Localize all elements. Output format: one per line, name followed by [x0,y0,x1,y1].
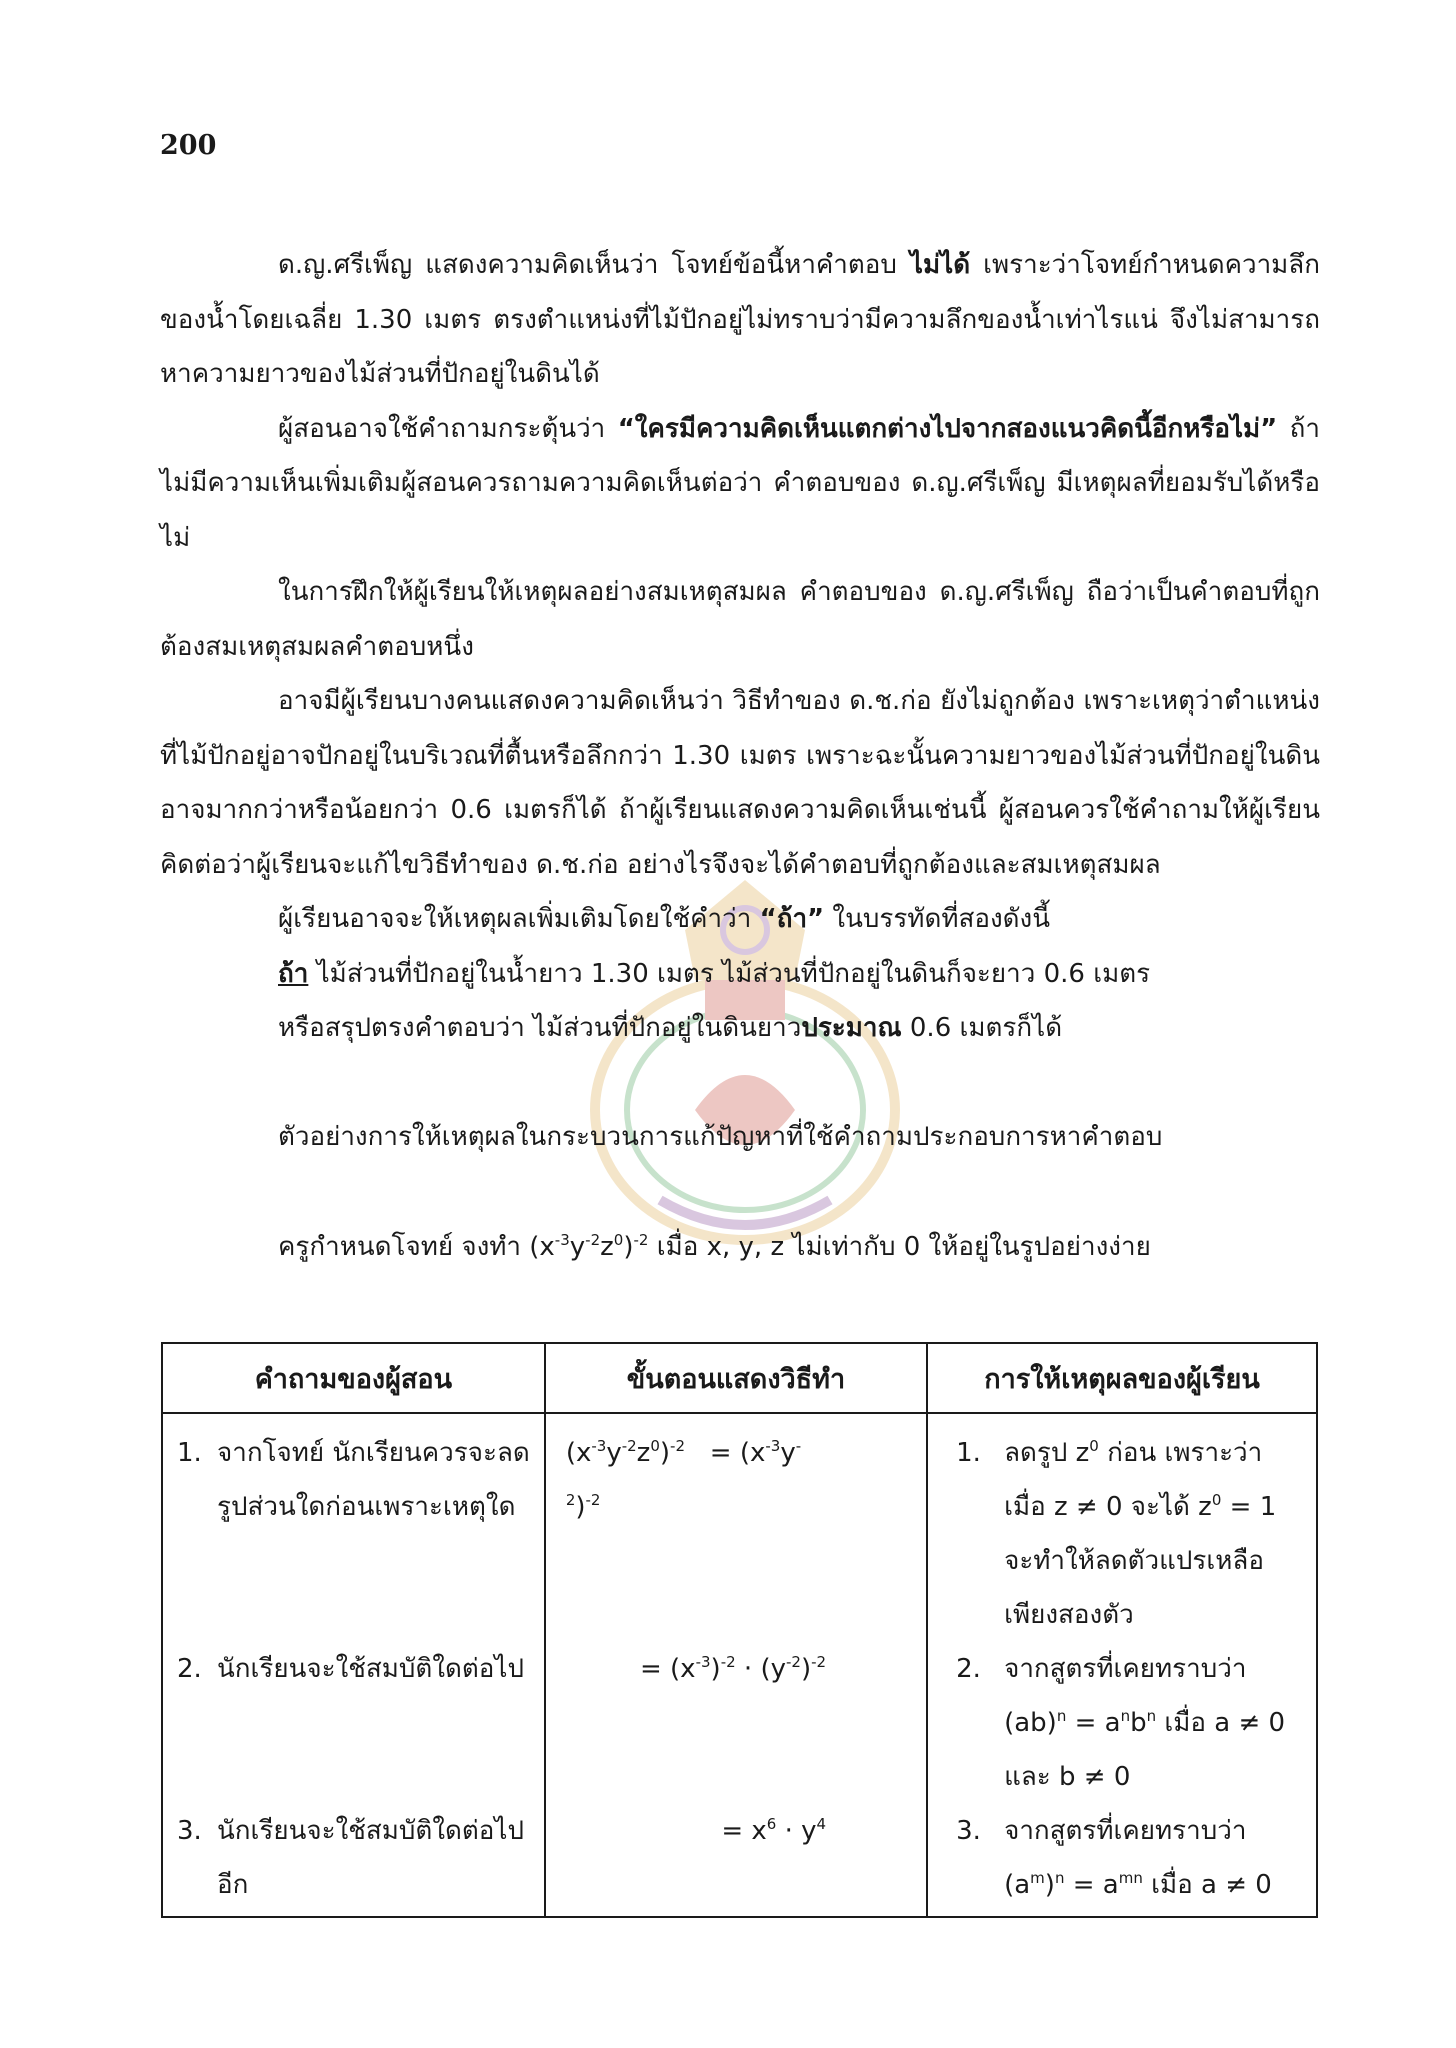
reason-cell: 3. จากสูตรที่เคยทราบว่า $(a^m)^n = a^{mn}$ เมื่อ a ≠ 0 [927,1804,1317,1917]
paragraph-5: ผู้เรียนอาจจะให้เหตุผลเพิ่มเติมโดยใช้คำว่า “ถ้า” ในบรรทัดที่สองดังนี้ [278,904,1051,934]
header-teacher-question: คำถามของผู้สอน [162,1343,545,1413]
question-cell: 1. จากโจทย์ นักเรียนควรจะลดรูปส่วนใดก่อนเพราะเหตุใด [162,1413,545,1642]
step-2: = $(x^{-3})^{-2} \cdot (y^{-2})^{-2}$ [639,1653,827,1684]
body-text [160,238,1320,1275]
table-row [162,1804,1317,1917]
problem-statement: ครูกำหนดโจทย์ จงทำ $(x^{-3}y^{-2}z^0)^{-2}$ เมื่อ x, y, z ไม่เท่ากับ 0 ให้อยู่ในรูปอย่างง่าย [278,1231,1151,1262]
paragraph-7: หรือสรุปตรงคำตอบว่า ไม้ส่วนที่ปักอยู่ในดินยาวประมาณ 0.6 เมตรก็ได้ [278,1013,1063,1043]
reason-2-formula: $(ab)^n = a^nb^n$ เมื่อ a ≠ 0 [1004,1707,1286,1738]
step-cell [545,1642,927,1804]
step-3: = $x^6 \cdot y^4$ [721,1815,827,1846]
paragraph-3: ในการฝึกให้ผู้เรียนให้เหตุผลอย่างสมเหตุสมผล คำตอบของ ด.ญ.ศรีเพ็ญ ถือว่าเป็นคำตอบที่ถูกต้องสมเหตุสมผลคำตอบหนึ่ง [160,577,1320,662]
paragraph-2: ผู้สอนอาจใช้คำถามกระตุ้นว่า “ใครมีความคิดเห็นแตกต่างไปจากสองแนวคิดนี้อีกหรือไม่” ถ้าไม่มีความเห็นเพิ่มเติมผู้สอนควรถามความคิดเห็นต่อว่า คำตอบของ ด.ญ.ศรีเพ็ญ มีเหตุผลที่ยอมรับได้หรือไม่ [160,413,1320,553]
question-cell: 3. นักเรียนจะใช้สมบัติใดต่อไปอีก [162,1804,545,1917]
step-1: $(x^{-3}y^{-2}z^0)^{-2} = (x^{-3}y^{-2})^{-2}$ [565,1437,802,1522]
reason-1: ลดรูป $z^0$ ก่อน เพราะว่า เมื่อ z ≠ 0 จะได้ $z^0 = 1$ จะทำให้ลดตัวแปรเหลือเพียงสองตัว [1004,1437,1277,1630]
step-cell [545,1413,927,1642]
table-row [162,1413,1317,1642]
reason-3-formula: $(a^m)^n = a^{mn}$ เมื่อ a ≠ 0 [1004,1869,1272,1900]
table-header-row [162,1343,1317,1413]
question-cell: 2. นักเรียนจะใช้สมบัติใดต่อไป [162,1642,545,1804]
paragraph-1: ด.ญ.ศรีเพ็ญ แสดงความคิดเห็นว่า โจทย์ข้อนี้หาคำตอบ ไม่ได้ เพราะว่าโจทย์กำหนดความลึกของน้ำโดยเฉลี่ย 1.30 เมตร ตรงตำแหน่งที่ไม้ปักอยู่ไม่ทราบว่ามีความลึกของน้ำเท่าไรแน่ จึงไม่สามารถหาความยาวของไม้ส่วนที่ปักอยู่ในดินได้ [160,250,1320,389]
problem-expression: $(x^{-3}y^{-2}z^0)^{-2}$ [529,1231,649,1262]
header-solution-steps: ขั้นตอนแสดงวิธีทำ [545,1343,927,1413]
page-number: 200 [160,130,217,161]
paragraph-6: ถ้า ไม้ส่วนที่ปักอยู่ในน้ำยาว 1.30 เมตร ไม้ส่วนที่ปักอยู่ในดินก็จะยาว 0.6 เมตร [278,958,1151,989]
header-student-reasoning: การให้เหตุผลของผู้เรียน [927,1343,1317,1413]
step-cell [545,1804,927,1917]
reason-cell: 1. ลดรูป $z^0$ ก่อน เพราะว่า เมื่อ z ≠ 0 จะได้ $z^0 = 1$ จะทำให้ลดตัวแปรเหลือเพียงสองตัว [927,1413,1317,1642]
paragraph-8: ตัวอย่างการให้เหตุผลในกระบวนการแก้ปัญหาที่ใช้คำถามประกอบการหาคำตอบ [278,1121,1163,1152]
solution-table [161,1342,1318,1918]
paragraph-4: อาจมีผู้เรียนบางคนแสดงความคิดเห็นว่า วิธีทำของ ด.ช.ก่อ ยังไม่ถูกต้อง เพราะเหตุว่าตำแหน่งที่ไม้ปักอยู่อาจปักอยู่ในบริเวณที่ตื้นหรือลึกกว่า 1.30 เมตร เพราะฉะนั้นความยาวของไม้ส่วนที่ปักอยู่ในดินอาจมากกว่าหรือน้อยกว่า 0.6 เมตรก็ได้ ถ้าผู้เรียนแสดงความคิดเห็นเช่นนี้ ผู้สอนควรใช้คำถามให้ผู้เรียนคิดต่อว่าผู้เรียนจะแก้ไขวิธีทำของ ด.ช.ก่อ อย่างไรจึงจะได้คำตอบที่ถูกต้องและสมเหตุสมผล [160,686,1320,880]
reason-cell: 2. จากสูตรที่เคยทราบว่า $(ab)^n = a^nb^n$ เมื่อ a ≠ 0 และ b ≠ 0 [927,1642,1317,1804]
table-row [162,1642,1317,1804]
